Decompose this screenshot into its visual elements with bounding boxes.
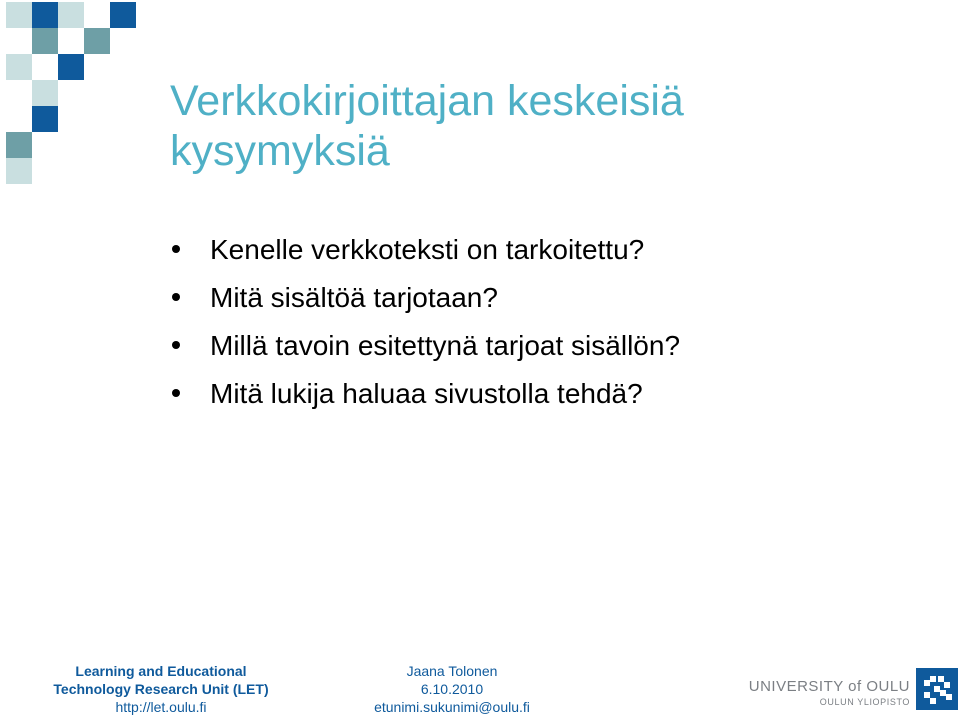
author-name: Jaana Tolonen xyxy=(406,663,498,679)
unit-name-line-2: Technology Research Unit (LET) xyxy=(53,681,269,697)
unit-url-link[interactable]: http://let.oulu.fi xyxy=(115,699,207,715)
bullet-text: Mitä lukija haluaa sivustolla tehdä? xyxy=(210,378,643,409)
square xyxy=(6,2,32,28)
square xyxy=(32,106,58,132)
unit-name-line-1: Learning and Educational xyxy=(75,663,247,679)
square xyxy=(6,158,32,184)
bullet-dot-icon xyxy=(172,245,180,253)
bullet-list xyxy=(170,226,930,418)
bullet-item xyxy=(170,226,930,274)
bullet-text: Mitä sisältöä tarjotaan? xyxy=(210,282,498,313)
square xyxy=(6,54,32,80)
university-wordmark xyxy=(732,678,910,708)
footer-author xyxy=(352,662,552,716)
square xyxy=(110,2,136,28)
square xyxy=(6,132,32,158)
square xyxy=(58,2,84,28)
square xyxy=(84,28,110,54)
bullet-text: Kenelle verkkoteksti on tarkoitettu? xyxy=(210,234,645,265)
title-line-1: Verkkokirjoittajan keskeisiä xyxy=(170,77,684,125)
presentation-date: 6.10.2010 xyxy=(420,681,484,697)
square xyxy=(32,2,58,28)
title-line-2: kysymyksiä xyxy=(170,127,390,175)
author-email[interactable]: etunimi.sukunimi@oulu.fi xyxy=(374,699,530,715)
square xyxy=(32,80,58,106)
bullet-dot-icon xyxy=(172,389,180,397)
university-subname: OULUN YLIOPISTO xyxy=(819,697,910,707)
bullet-item xyxy=(170,274,930,322)
square xyxy=(58,54,84,80)
slide-title xyxy=(170,76,910,176)
square xyxy=(32,28,58,54)
university-name: UNIVERSITY of OULU xyxy=(748,678,910,695)
bullet-text: Millä tavoin esitettynä tarjoat sisällön? xyxy=(210,330,681,361)
university-of-oulu-logo-icon xyxy=(916,668,958,710)
bullet-item xyxy=(170,370,930,418)
bullet-dot-icon xyxy=(172,293,180,301)
bullet-item xyxy=(170,322,930,370)
bullet-dot-icon xyxy=(172,341,180,349)
footer-unit xyxy=(30,662,292,716)
